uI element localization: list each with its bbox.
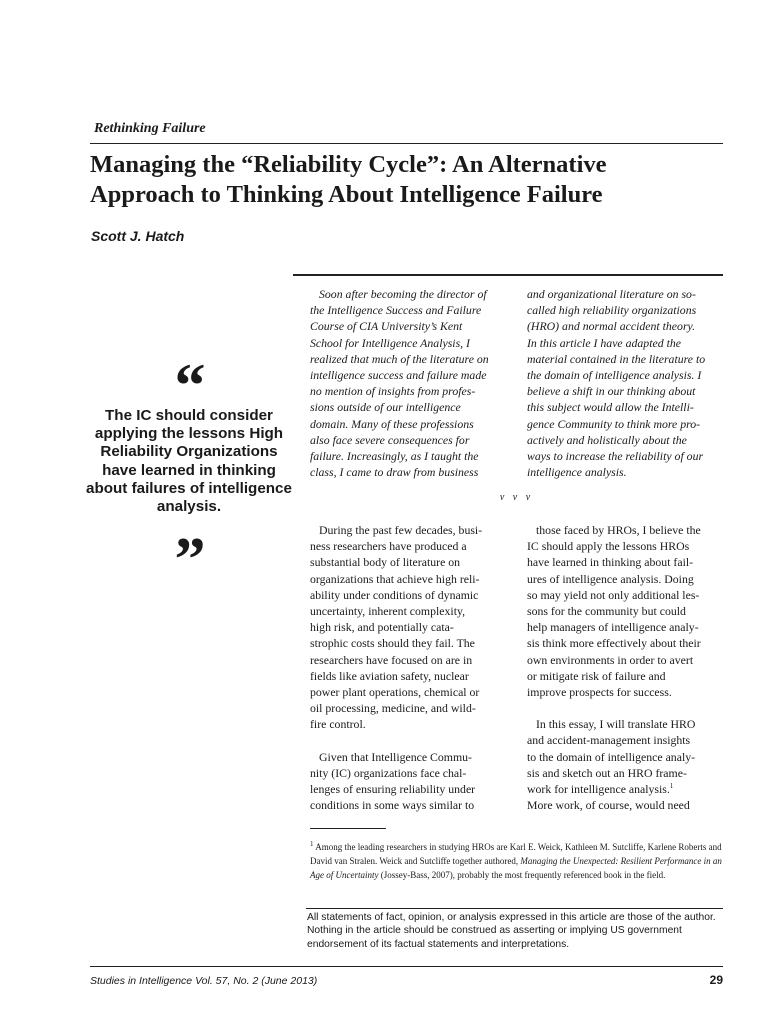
text-line: no mention of insights from profes- (310, 384, 476, 399)
text-line: intelligence success and failure made (310, 368, 487, 383)
footnote-text-b: (Jossey-Bass, 2007), probably the most frequently referenced book in the field. (378, 870, 666, 880)
text-line: ures of intelligence analysis. Doing (527, 571, 694, 586)
text-line: In this essay, I will translate HRO (536, 717, 696, 732)
text-line: (HRO) and normal accident theory. (527, 319, 696, 334)
text-line: improve prospects for success. (527, 685, 672, 700)
text-line: sions outside of our intelligence (310, 400, 461, 415)
body-paragraph (527, 716, 723, 813)
body-paragraph (310, 749, 506, 814)
body-column-2 (527, 522, 723, 829)
text-line: organizations that achieve high reli- (310, 571, 480, 586)
text-line: help managers of intelligence analy- (527, 620, 699, 635)
text-line: fire control. (310, 717, 366, 732)
text-line: high risk, and potentially cata- (310, 620, 454, 635)
section-divider: v v v (499, 492, 534, 503)
text-line: the Intelligence Success and Failure (310, 303, 482, 318)
footer-rule (90, 966, 723, 967)
text-line: substantial body of literature on (310, 555, 461, 570)
text-line: fields like aviation safety, nuclear (310, 668, 469, 683)
title-line-1: Managing the “Reliability Cycle”: An Alternative (90, 151, 607, 178)
body-paragraph (310, 522, 506, 733)
text-line: ness researchers have produced a (310, 539, 467, 554)
text-line: gence Community to think more pro- (527, 416, 701, 431)
text-line: lenges of ensuring reliability under (310, 782, 476, 797)
text-line: this subject would allow the Intelli- (527, 400, 694, 415)
disclaimer: All statements of fact, opinion, or analysis expressed in this article are those of the author. Nothing in the article should be construed as asserting or implying US government endorsement of its factual statements and interpretations. (307, 912, 716, 950)
text-line: called high reliability organizations (527, 303, 697, 318)
article-title (90, 150, 730, 210)
text-line: material contained in the literature to (527, 351, 706, 366)
text-line: have learned in thinking about fail- (527, 555, 694, 570)
text-line: those faced by HROs, I believe the (536, 523, 701, 537)
text-line: power plant operations, chemical or (310, 685, 480, 700)
text-line: sons for the community but could (527, 604, 686, 619)
body-column-1 (310, 522, 506, 829)
text-line: domain. Many of these professions (310, 416, 474, 431)
title-divider (90, 143, 723, 144)
text-line: intelligence analysis. (527, 465, 627, 480)
footnote-rule (310, 828, 386, 829)
author-name: Scott J. Hatch (91, 228, 185, 244)
text-line: IC should apply the lessons HROs (527, 539, 690, 554)
disclaimer-rule (306, 908, 723, 909)
footnote-reference: 1 (669, 782, 674, 791)
text-line: realized that much of the literature on (310, 351, 489, 366)
text-line: ability under conditions of dynamic (310, 587, 479, 602)
text-line: actively and holistically about the (527, 432, 687, 447)
text-line: own environments in order to avert (527, 652, 694, 667)
text-line: to the domain of intelligence analy- (527, 749, 696, 764)
pull-quote-close-mark: ” (174, 526, 206, 594)
text-line: and accident-management insights (527, 733, 691, 748)
text-line: strophic costs should they fail. The (310, 636, 475, 651)
text-line: Soon after becoming the director of (319, 287, 487, 301)
text-line: so may yield not only additional les- (527, 587, 700, 602)
section-label: Rethinking Failure (94, 121, 206, 136)
text-line: School for Intelligence Analysis, I (310, 335, 470, 350)
abstract-top-rule (293, 274, 723, 276)
text-line: sis think more effectively about their (527, 636, 701, 651)
text-line: also face severe consequences for (310, 432, 470, 447)
text-line: sis and sketch out an HRO frame- (527, 765, 687, 780)
title-line-2: Approach to Thinking About Intelligence Failure (90, 181, 603, 208)
text-line: researchers have focused on are in (310, 652, 473, 667)
text-line: conditions in some ways similar to (310, 798, 475, 813)
pull-quote: The IC should consider applying the lessons High Reliability Organizations have learned in thinking about failures of intelligence analysis. (86, 407, 292, 516)
text-line: nity (IC) organizations face chal- (310, 765, 467, 780)
text-line: Given that Intelligence Commu- (319, 749, 472, 764)
text-line: work for intelligence analysis.$^1$ (527, 782, 674, 797)
body-paragraph (527, 522, 723, 700)
text-line: and organizational literature on so- (527, 287, 696, 301)
text-line: More work, of course, would need (527, 798, 690, 813)
text-line: failure. Increasingly, as I taught the (310, 449, 479, 464)
footnote-text-a: Among the leading researchers in studying HROs are Karl E. Weick, Kathleen M. Sutcliffe, Karlene Roberts and David van Stralen. Weick and Sutcliffe together authored, (310, 842, 722, 866)
text-line: In this article I have adapted the (527, 335, 681, 350)
abstract-column-1 (310, 286, 506, 480)
text-line: uncertainty, inherent complexity, (310, 604, 466, 619)
text-line: or mitigate risk of failure and (527, 668, 666, 683)
text-line: the domain of intelligence analysis. I (527, 368, 702, 383)
abstract-column-2 (527, 286, 723, 480)
page-number: 29 (709, 973, 723, 987)
footnote-marker: 1 (310, 840, 314, 848)
text-line: Course of CIA University’s Kent (310, 319, 463, 334)
text-line: ways to increase the reliability of our (527, 449, 704, 464)
text-line: class, I came to draw from business (310, 465, 479, 480)
journal-citation: Studies in Intelligence Vol. 57, No. 2 (June 2013) (90, 975, 318, 987)
pull-quote-open-mark: “ (174, 352, 206, 420)
footnote-book-title: Managing the Unexpected: Resilient Performance in an Age of Uncertainty (310, 856, 722, 880)
text-line: oil processing, medicine, and wild- (310, 701, 476, 716)
text-line: During the past few decades, busi- (319, 523, 483, 537)
text-line: believe a shift in our thinking about (527, 384, 696, 399)
footnote (310, 840, 723, 882)
